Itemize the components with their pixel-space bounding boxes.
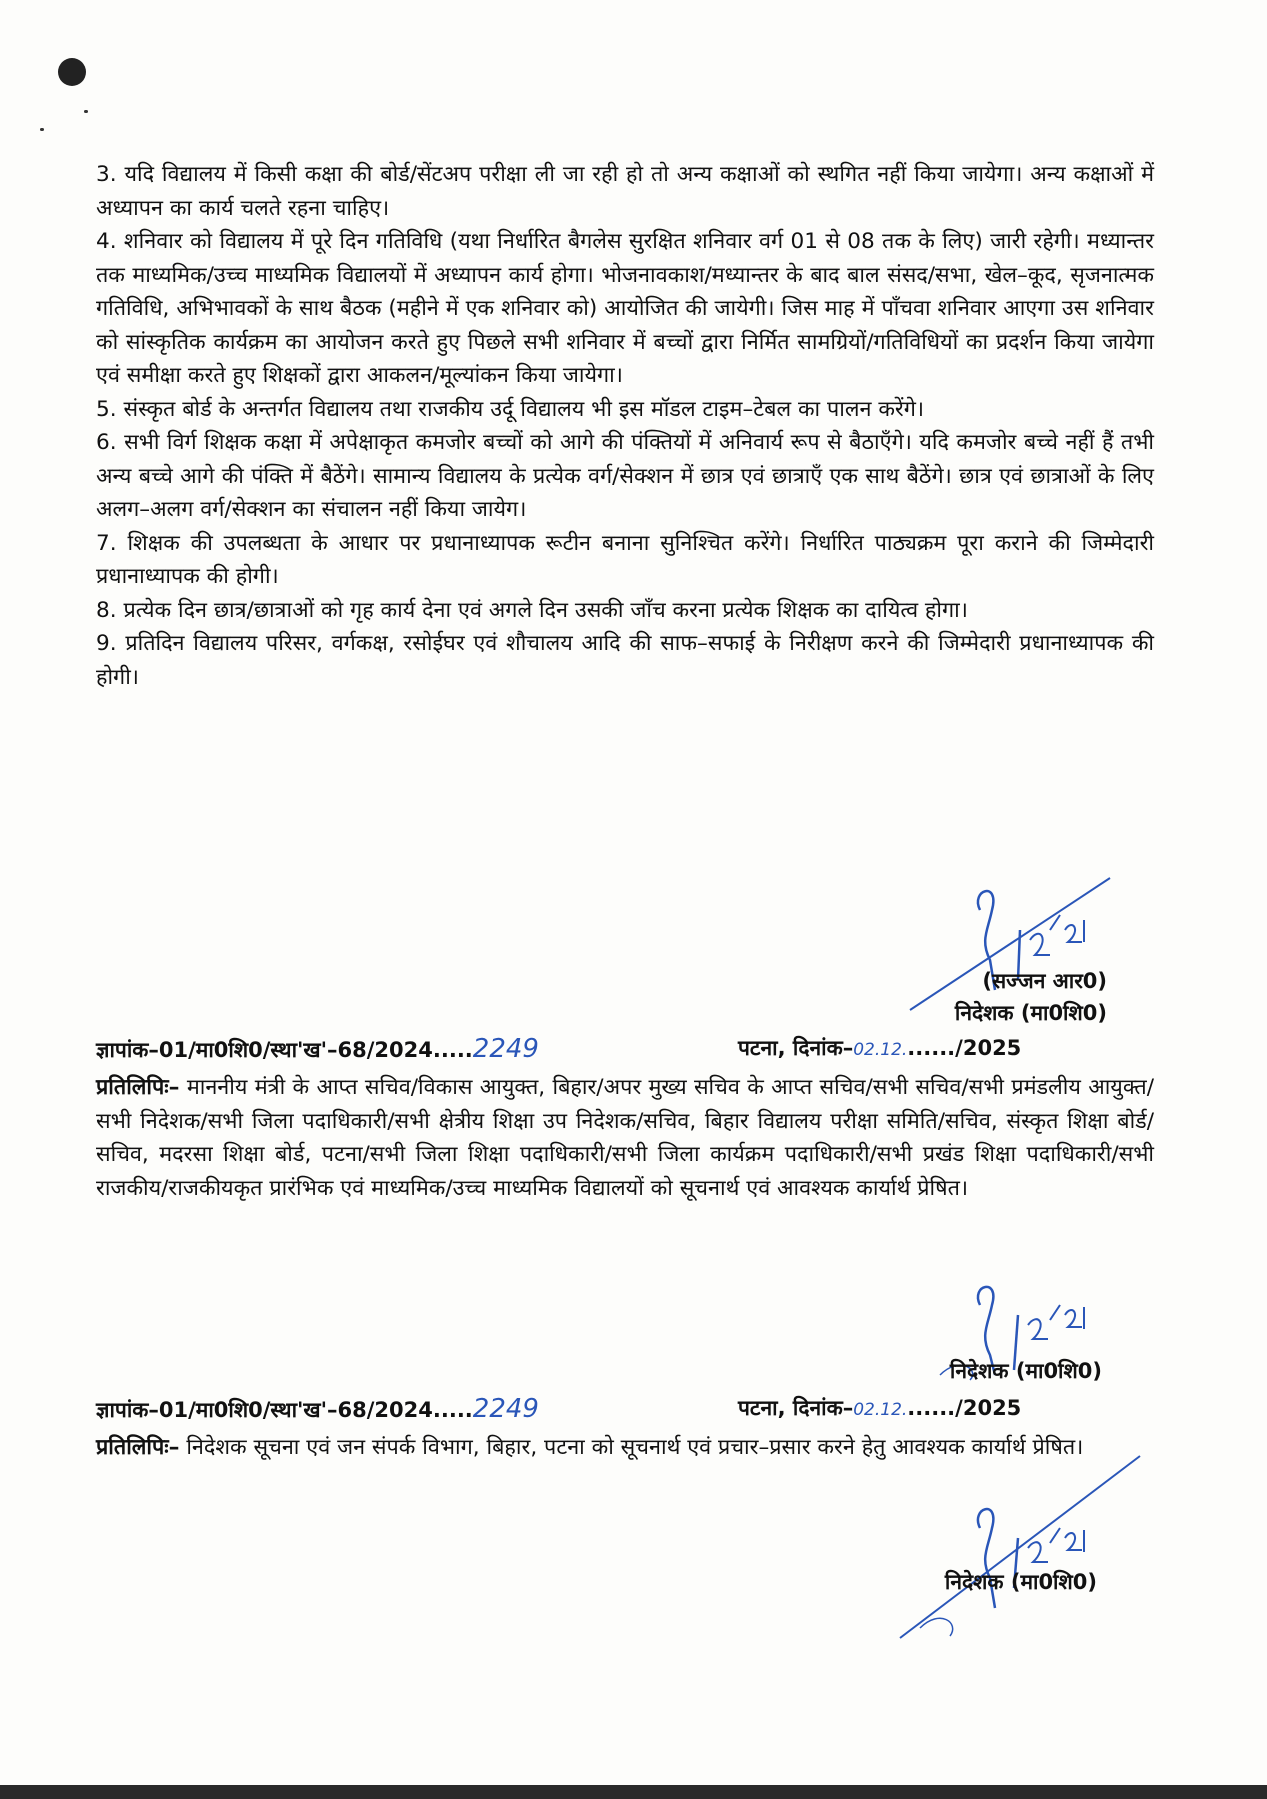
handwritten-signature xyxy=(890,1448,1150,1648)
signatory-block-2 xyxy=(950,1355,1102,1387)
instruction-4: 4. शनिवार को विद्यालय में पूरे दिन गतिविधि (यथा निर्धारित बैगलेस सुरक्षित शनिवार वर्ग 01 से 08 तक के लिए) जारी रहेगी। मध्यान्तर तक माध्यमिक/उच्च माध्यमिक विद्यालयों में अध्यापन कार्य होगा। भोजनावकाश/मध्यान्तर के बाद बाल संसद/सभा, खेल–कूद, सृजनात्मक गतिविधि, अभिभावकों के साथ बैठक (महीने में एक शनिवार को) आयोजित की जायेगी। जिस माह में पाँचवा शनिवार आएगा उस शनिवार को सांस्कृतिक कार्यक्रम का आयोजन करते हुए पिछले सभी शनिवार में बच्चों द्वारा निर्मित सामग्रियों/गतिविधियों का प्रदर्शन किया जायेगा एवं समीक्षा करते हुए शिक्षकों द्वारा आकलन/मूल्यांकन किया जायेगा। xyxy=(96,229,1155,388)
instruction-9: 9. प्रतिदिन विद्यालय परिसर, वर्गकक्ष, रसोईघर एवं शौचालय आदि की साफ–सफाई के निरीक्षण करने की जिम्मेदारी प्रधानाध्यापक की होगी। xyxy=(96,631,1154,690)
handwritten-date: 02.12. xyxy=(853,1040,908,1060)
handwritten-date: 02.12. xyxy=(853,1400,908,1420)
signatory-block xyxy=(955,965,1107,1029)
punch-hole xyxy=(58,58,86,86)
handwritten-memo-number: 2249 xyxy=(472,1394,539,1424)
date-year: /2025 xyxy=(955,1396,1022,1420)
signatory-designation: निदेशक (मा0शि0) xyxy=(954,1001,1107,1025)
signatory-block-3 xyxy=(945,1566,1097,1598)
instruction-8: 8. प्रत्येक दिन छात्र/छात्राओं को गृह कार्य देना एवं अगले दिन उसकी जाँच करना प्रत्येक शिक्षक का दायित्व होगा। xyxy=(96,597,968,623)
instruction-7: 7. शिक्षक की उपलब्धता के आधार पर प्रधानाध्यापक रूटीन बनाना सुनिश्चित करेंगे। निर्धारित पाठ्यक्रम पूरा कराने की जिम्मेदारी प्रधानाध्यापक की होगी। xyxy=(96,530,1154,589)
copy-label: प्रतिलिपिः– xyxy=(96,1435,180,1460)
signatory-designation: निदेशक (मा0शि0) xyxy=(949,1359,1102,1383)
instruction-3: 3. यदि विद्यालय में किसी कक्षा की बोर्ड/सेंटअप परीक्षा ली जा रही हो तो अन्य कक्षाओं को स्थगित नहीं किया जायेगा। अन्य कक्षाओं में अध्यापन का कार्य चलते रहना चाहिए। xyxy=(96,162,1154,221)
copy-label: प्रतिलिपिः– xyxy=(96,1075,180,1100)
handwritten-memo-number: 2249 xyxy=(472,1034,539,1064)
paper-speck xyxy=(40,128,44,131)
instructions-list xyxy=(96,158,1154,694)
signatory-designation: निदेशक (मा0शि0) xyxy=(944,1570,1097,1594)
paper-speck xyxy=(84,110,88,113)
document-page: 3. यदि विद्यालय में किसी कक्षा की बोर्ड/सेंटअप परीक्षा ली जा रही हो तो अन्य कक्षाओं को स्थगित नहीं किया जायेगा। अन्य कक्षाओं में अध्यापन का कार्य चलते रहना चाहिए। 4. शनिवार को विद्यालय में पूरे दिन गतिविधि (यथा निर्धारित बैगलेस सुरक्षित शनिवार वर्ग 01 से 08 तक के लिए) जारी रहेगी। मध्यान्तर तक माध्यमिक/उच्च माध्यमिक विद्यालयों में अध्यापन कार्य होगा। भोजनावकाश/मध्यान्तर के बाद बाल संसद/सभा, खेल–कूद, सृजनात्मक गतिविधि, अभिभावकों के साथ बैठक (महीने में एक शनिवार को) आयोजित की जायेगी। जिस माह में पाँचवा शनिवार आएगा उस शनिवार को सांस्कृतिक कार्यक्रम का आयोजन करते हुए पिछले सभी शनिवार में बच्चों द्वारा निर्मित सामग्रियों/गतिविधियों का प्रदर्शन किया जायेगा एवं समीक्षा करते हुए शिक्षकों द्वारा आकलन/मूल्यांकन किया जायेगा। 5. संस्कृत बोर्ड के अन्तर्गत विद्यालय तथा राजकीय उर्दू विद्यालय भी इस मॉडल टाइम–टेबल का पालन करेंगे। 6. सभी विर्ग शिक्षक कक्षा में अपेक्षाकृत कमजोर बच्चों को आगे की पंक्तियों में अनिवार्य रूप से बैठाएँगे। यदि कमजोर बच्चे नहीं हैं तभी अन्य बच्चे आगे की पंक्ति में बैठेंगे। सामान्य विद्यालय के प्रत्येक वर्ग/सेक्शन में छात्र एवं छात्राएँ एक साथ बैठेंगे। छात्र एवं छात्राओं के लिए अलग–अलग वर्ग/सेक्शन का संचालन नहीं किया जायेग। 7. शिक्षक की उपलब्धता के आधार पर प्रधानाध्यापक रूटीन बनाना सुनिश्चित करेंगे। निर्धारित पाठ्यक्रम पूरा कराने की जिम्मेदारी प्रधानाध्यापक की होगी। 8. प्रत्येक दिन छात्र/छात्राओं को गृह कार्य देना एवं अगले दिन उसकी जाँच करना प्रत्येक शिक्षक का दायित्व होगा। 9. प्रतिदिन विद्यालय परिसर, वर्गकक्ष, रसोईघर एवं शौचालय आदि की साफ–सफाई के निरीक्षण करने की जिम्मेदारी प्रधानाध्यापक की होगी। (सज्जन आर0) निदेशक (मा0शि0) ज्ञापांक–01/मा0शि0/स्था'ख'–68/2024.....2249 पटना, दिनांक–02.12......./2025 प्रतिलिपिः– माननीय मंत्री के आप्त सचिव/विकास आयुक्त, बिहार/अपर मुख्य सचिव के आप्त सचिव/सभी सचिव/सभी प्रमंडलीय आयुक्त/सभी निदेशक/सभी जिला पदाधिकारी/सभी क्षेत्रीय शिक्षा उप निदेशक/सचिव, बिहार विद्यालय परीक्षा समिति/सचिव, संस्कृत शिक्षा बोर्ड/सचिव, मदरसा शिक्षा बोर्ड, पटना/सभी जिला शिक्षा पदाधिकारी/सभी जिला कार्यक्रम पदाधिकारी/सभी प्रखंड शिक्षा पदाधिकारी/सभी राजकीय/राजकीयकृत प्रारंभिक एवं माध्यमिक/उच्च माध्यमिक विद्यालयों को सूचनार्थ एवं आवश्यक कार्यार्थ प्रेषित। निदेशक (मा0शि0) ज्ञापांक–01/मा0शि0/स्था'ख'–68/2024.....2249 पटना, दिनांक–02.12......./2025 प्रतिलिपिः– निदेशक सूचना एवं जन संपर्क विभाग, बिहार, पटना को सूचनार्थ एवं प्रचार–प्रसार करने हेतु आवश्यक कार्यार्थ प्रेषित। निदेशक (मा0शि0) xyxy=(0,0,1267,1799)
copy-recipients: माननीय मंत्री के आप्त सचिव/विकास आयुक्त, बिहार/अपर मुख्य सचिव के आप्त सचिव/सभी सचिव/सभी प्रमंडलीय आयुक्त/सभी निदेशक/सभी जिला पदाधिकारी/सभी क्षेत्रीय शिक्षा उप निदेशक/सचिव, बिहार विद्यालय परीक्षा समिति/सचिव, संस्कृत शिक्षा बोर्ड/सचिव, मदरसा शिक्षा बोर्ड, पटना/सभी जिला शिक्षा पदाधिकारी/सभी जिला कार्यक्रम पदाधिकारी/सभी प्रखंड शिक्षा पदाधिकारी/सभी राजकीय/राजकीयकृत प्रारंभिक एवं माध्यमिक/उच्च माध्यमिक विद्यालयों को सूचनार्थ एवं आवश्यक कार्यार्थ प्रेषित। xyxy=(96,1075,1154,1201)
copy-to-block xyxy=(96,1071,1154,1205)
memo-number: ज्ञापांक–01/मा0शि0/स्था'ख'–68/2024 xyxy=(96,1398,433,1422)
signatory-name: (सज्जन आर0) xyxy=(982,969,1107,993)
memo-number: ज्ञापांक–01/मा0शि0/स्था'ख'–68/2024 xyxy=(96,1038,433,1062)
copy-recipients: निदेशक सूचना एवं जन संपर्क विभाग, बिहार, पटना को सूचनार्थ एवं प्रचार–प्रसार करने हेतु आवश्यक कार्यार्थ प्रेषित। xyxy=(186,1435,1084,1460)
date-year: /2025 xyxy=(955,1036,1022,1060)
place-date-label: पटना, दिनांक– xyxy=(738,1036,854,1060)
place-date-label: पटना, दिनांक– xyxy=(738,1396,854,1420)
instruction-6: 6. सभी विर्ग शिक्षक कक्षा में अपेक्षाकृत कमजोर बच्चों को आगे की पंक्तियों में अनिवार्य रूप से बैठाएँगे। यदि कमजोर बच्चे नहीं हैं तभी अन्य बच्चे आगे की पंक्ति में बैठेंगे। सामान्य विद्यालय के प्रत्येक वर्ग/सेक्शन में छात्र एवं छात्राएँ एक साथ बैठेंगे। छात्र एवं छात्राओं के लिए अलग–अलग वर्ग/सेक्शन का संचालन नहीं किया जायेग। xyxy=(96,430,1154,522)
instruction-5: 5. संस्कृत बोर्ड के अन्तर्गत विद्यालय तथा राजकीय उर्दू विद्यालय भी इस मॉडल टाइम–टेबल का पालन करेंगे। xyxy=(96,396,925,422)
